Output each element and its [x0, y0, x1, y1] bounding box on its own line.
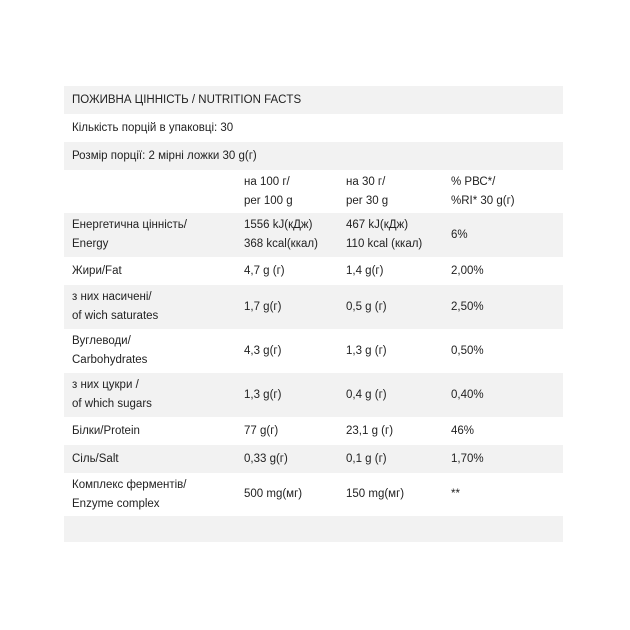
value-per30: 0,1 g (г) — [338, 445, 443, 473]
value-per100: 0,33 g(г) — [236, 445, 338, 473]
nutrition-facts-table — [64, 86, 563, 542]
value-per100: 4,3 g(г) — [244, 344, 282, 357]
table-row-salt — [64, 445, 563, 473]
value-per100: 1,3 g(г) — [236, 373, 338, 417]
column-header-empty — [64, 170, 236, 213]
value-ri: 46% — [451, 424, 475, 437]
value-per30: 0,5 g (г) — [338, 285, 443, 329]
value-ri: 2,00% — [451, 264, 484, 277]
nutrient-name: Вуглеводи/ Carbohydrates — [72, 335, 148, 366]
value-per30: 1,3 g (г) — [346, 344, 387, 357]
value-per30: 150 mg(мг) — [346, 488, 405, 500]
nutrient-name: Жири/Fat — [72, 264, 122, 277]
table-row-saturates — [64, 285, 563, 329]
column-header-per30: на 30 г/ per 30 g — [346, 175, 389, 207]
nutrient-name: Комплекс ферментів/ Enzyme complex — [72, 478, 187, 510]
value-per30: 467 kJ(кДж) 110 kcal (ккал) — [338, 213, 443, 257]
value-ri: 0,40% — [443, 373, 563, 417]
servings-row — [64, 114, 563, 142]
value-ri: ** — [451, 488, 460, 500]
value-ri: 0,50% — [451, 344, 484, 357]
value-per30: 1,4 g(г) — [346, 264, 384, 277]
value-ri: 2,50% — [443, 285, 563, 329]
table-row-protein — [64, 417, 563, 445]
table-row-carbohydrates — [64, 329, 563, 373]
column-header-per100: на 100 г/ per 100 g — [244, 175, 293, 207]
nutrient-name: Сіль/Salt — [64, 445, 236, 473]
value-per100: 4,7 g (г) — [244, 264, 285, 277]
table-row-enzymes — [64, 473, 563, 516]
nutrient-name: Білки/Protein — [72, 424, 140, 437]
table-row-energy — [64, 213, 563, 257]
value-ri: 6% — [443, 213, 563, 257]
table-footer — [64, 516, 563, 542]
serving-size: Розмір порції: 2 мірні ложки 30 g(г) — [64, 142, 563, 170]
servings-per-package: Кількість порцій в упаковці: 30 — [72, 121, 234, 134]
table-title-row — [64, 86, 563, 114]
nutrient-name: з них цукри / of which sugars — [64, 373, 236, 417]
value-per100: 1556 kJ(кДж) 368 kcal(ккал) — [236, 213, 338, 257]
nutrient-name: з них насичені/ of wich saturates — [64, 285, 236, 329]
value-per100: 77 g(г) — [244, 424, 279, 437]
value-ri: 1,70% — [443, 445, 563, 473]
table-footer-row — [64, 516, 563, 542]
value-per100: 1,7 g(г) — [236, 285, 338, 329]
value-per30: 23,1 g (г) — [346, 424, 394, 437]
nutrient-name: Енергетична цінність/ Energy — [64, 213, 236, 257]
value-per30: 0,4 g (г) — [338, 373, 443, 417]
column-header-row — [64, 170, 563, 213]
table-title: ПОЖИВНА ЦІННІСТЬ / NUTRITION FACTS — [64, 86, 563, 114]
value-per100: 500 mg(мг) — [244, 488, 303, 500]
table-row-fat — [64, 257, 563, 285]
serving-size-row — [64, 142, 563, 170]
table-row-sugars — [64, 373, 563, 417]
column-header-ri: % РВС*/ %RI* 30 g(г) — [451, 175, 515, 207]
